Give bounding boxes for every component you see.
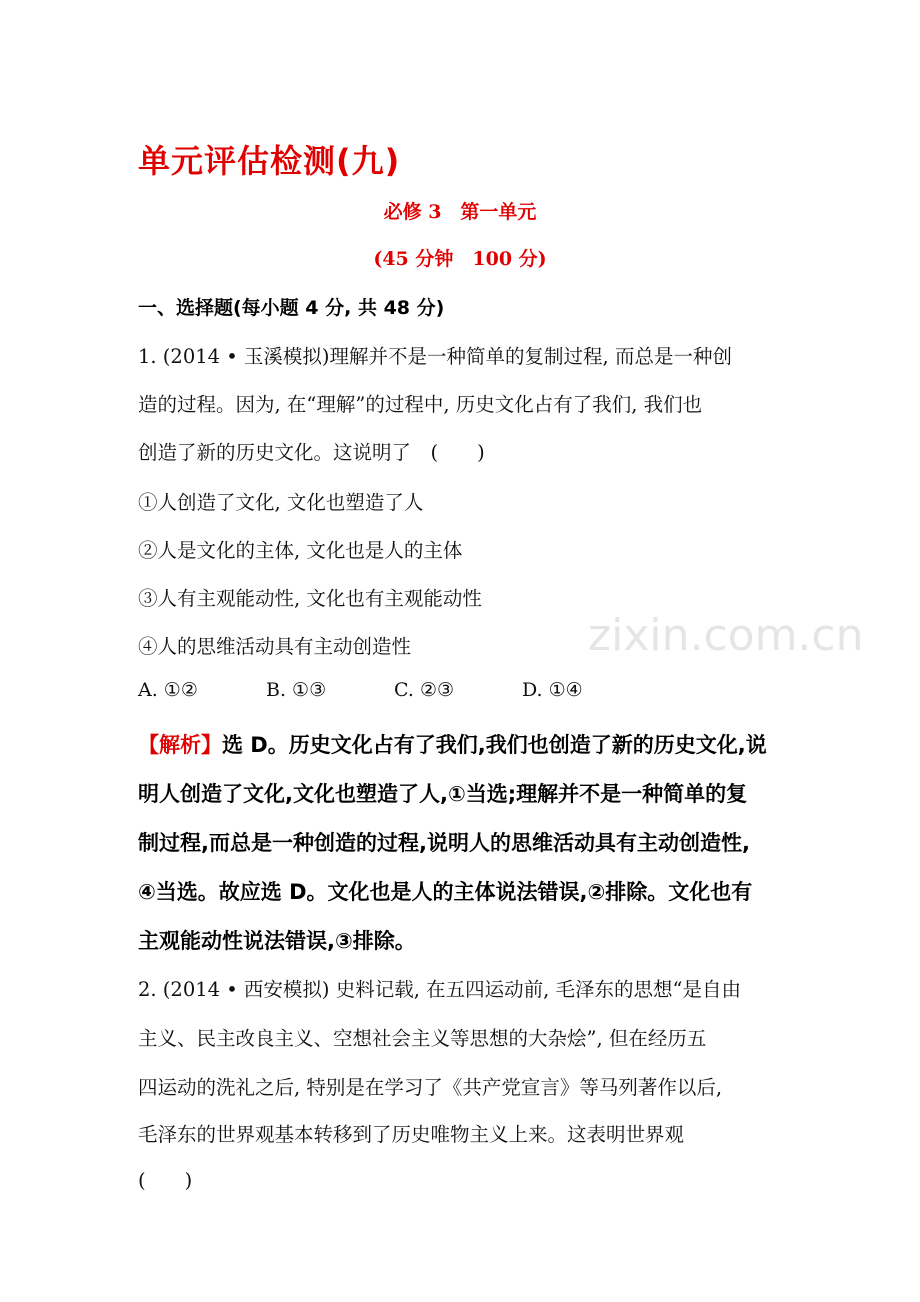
- q2-stem-line: 四运动的洗礼之后, 特别是在学习了《共产党宣言》等马列著作以后,: [138, 1076, 723, 1099]
- q1-analysis-line: 明人创造了文化,文化也塑造了人,①当选;理解并不是一种简单的复: [138, 782, 748, 806]
- q1-analysis-line: 制过程,而总是一种创造的过程,说明人的思维活动具有主动创造性,: [138, 831, 750, 855]
- choice-d: D. ①④: [522, 679, 583, 701]
- q1-stem-line: 创造了新的历史文化。这说明了 ( ): [138, 441, 485, 464]
- q1-stem-line: 1. (2014 • 玉溪模拟)理解并不是一种简单的复制过程, 而总是一种创: [138, 345, 732, 368]
- q1-choices: [138, 679, 698, 701]
- q1-analysis-line: ④当选。故应选 D。文化也是人的主体说法错误,②排除。文化也有: [138, 880, 753, 904]
- q2-stem-line: 2. (2014 • 西安模拟) 史料记载, 在五四运动前, 毛泽东的思想“是自由: [138, 978, 742, 1001]
- time-score: (45 分钟 100 分): [373, 248, 547, 270]
- page-subtitle: 必修 3 第一单元: [383, 201, 537, 223]
- analysis-text: 选 D。历史文化占有了我们,我们也创造了新的历史文化,说: [222, 733, 767, 757]
- watermark: zixin.com.cn: [588, 610, 864, 661]
- q1-analysis-line: 主观能动性说法错误,③排除。: [138, 929, 416, 953]
- analysis-tag: 【解析】: [138, 733, 222, 757]
- q1-statement: ③人有主观能动性, 文化也有主观能动性: [138, 587, 482, 610]
- choice-a: A. ①②: [138, 679, 198, 701]
- q1-statement: ①人创造了文化, 文化也塑造了人: [138, 491, 424, 514]
- q1-statement: ④人的思维活动具有主动创造性: [138, 635, 412, 658]
- section-heading: 一、选择题(每小题 4 分, 共 48 分): [138, 297, 445, 319]
- choice-c: C. ②③: [394, 679, 455, 701]
- choice-b: B. ①③: [266, 679, 327, 701]
- q1-statement: ②人是文化的主体, 文化也是人的主体: [138, 539, 463, 562]
- q2-stem-line: 毛泽东的世界观基本转移到了历史唯物主义上来。这表明世界观: [138, 1123, 685, 1146]
- q2-stem-line: 主义、民主改良主义、空想社会主义等思想的大杂烩”, 但在经历五: [138, 1027, 707, 1050]
- q1-analysis-line: [138, 729, 767, 759]
- q1-stem-line: 造的过程。因为, 在“理解”的过程中, 历史文化占有了我们, 我们也: [138, 393, 703, 416]
- page-title: 单元评估检测(九): [138, 142, 401, 180]
- q2-stem-line: ( ): [138, 1169, 193, 1192]
